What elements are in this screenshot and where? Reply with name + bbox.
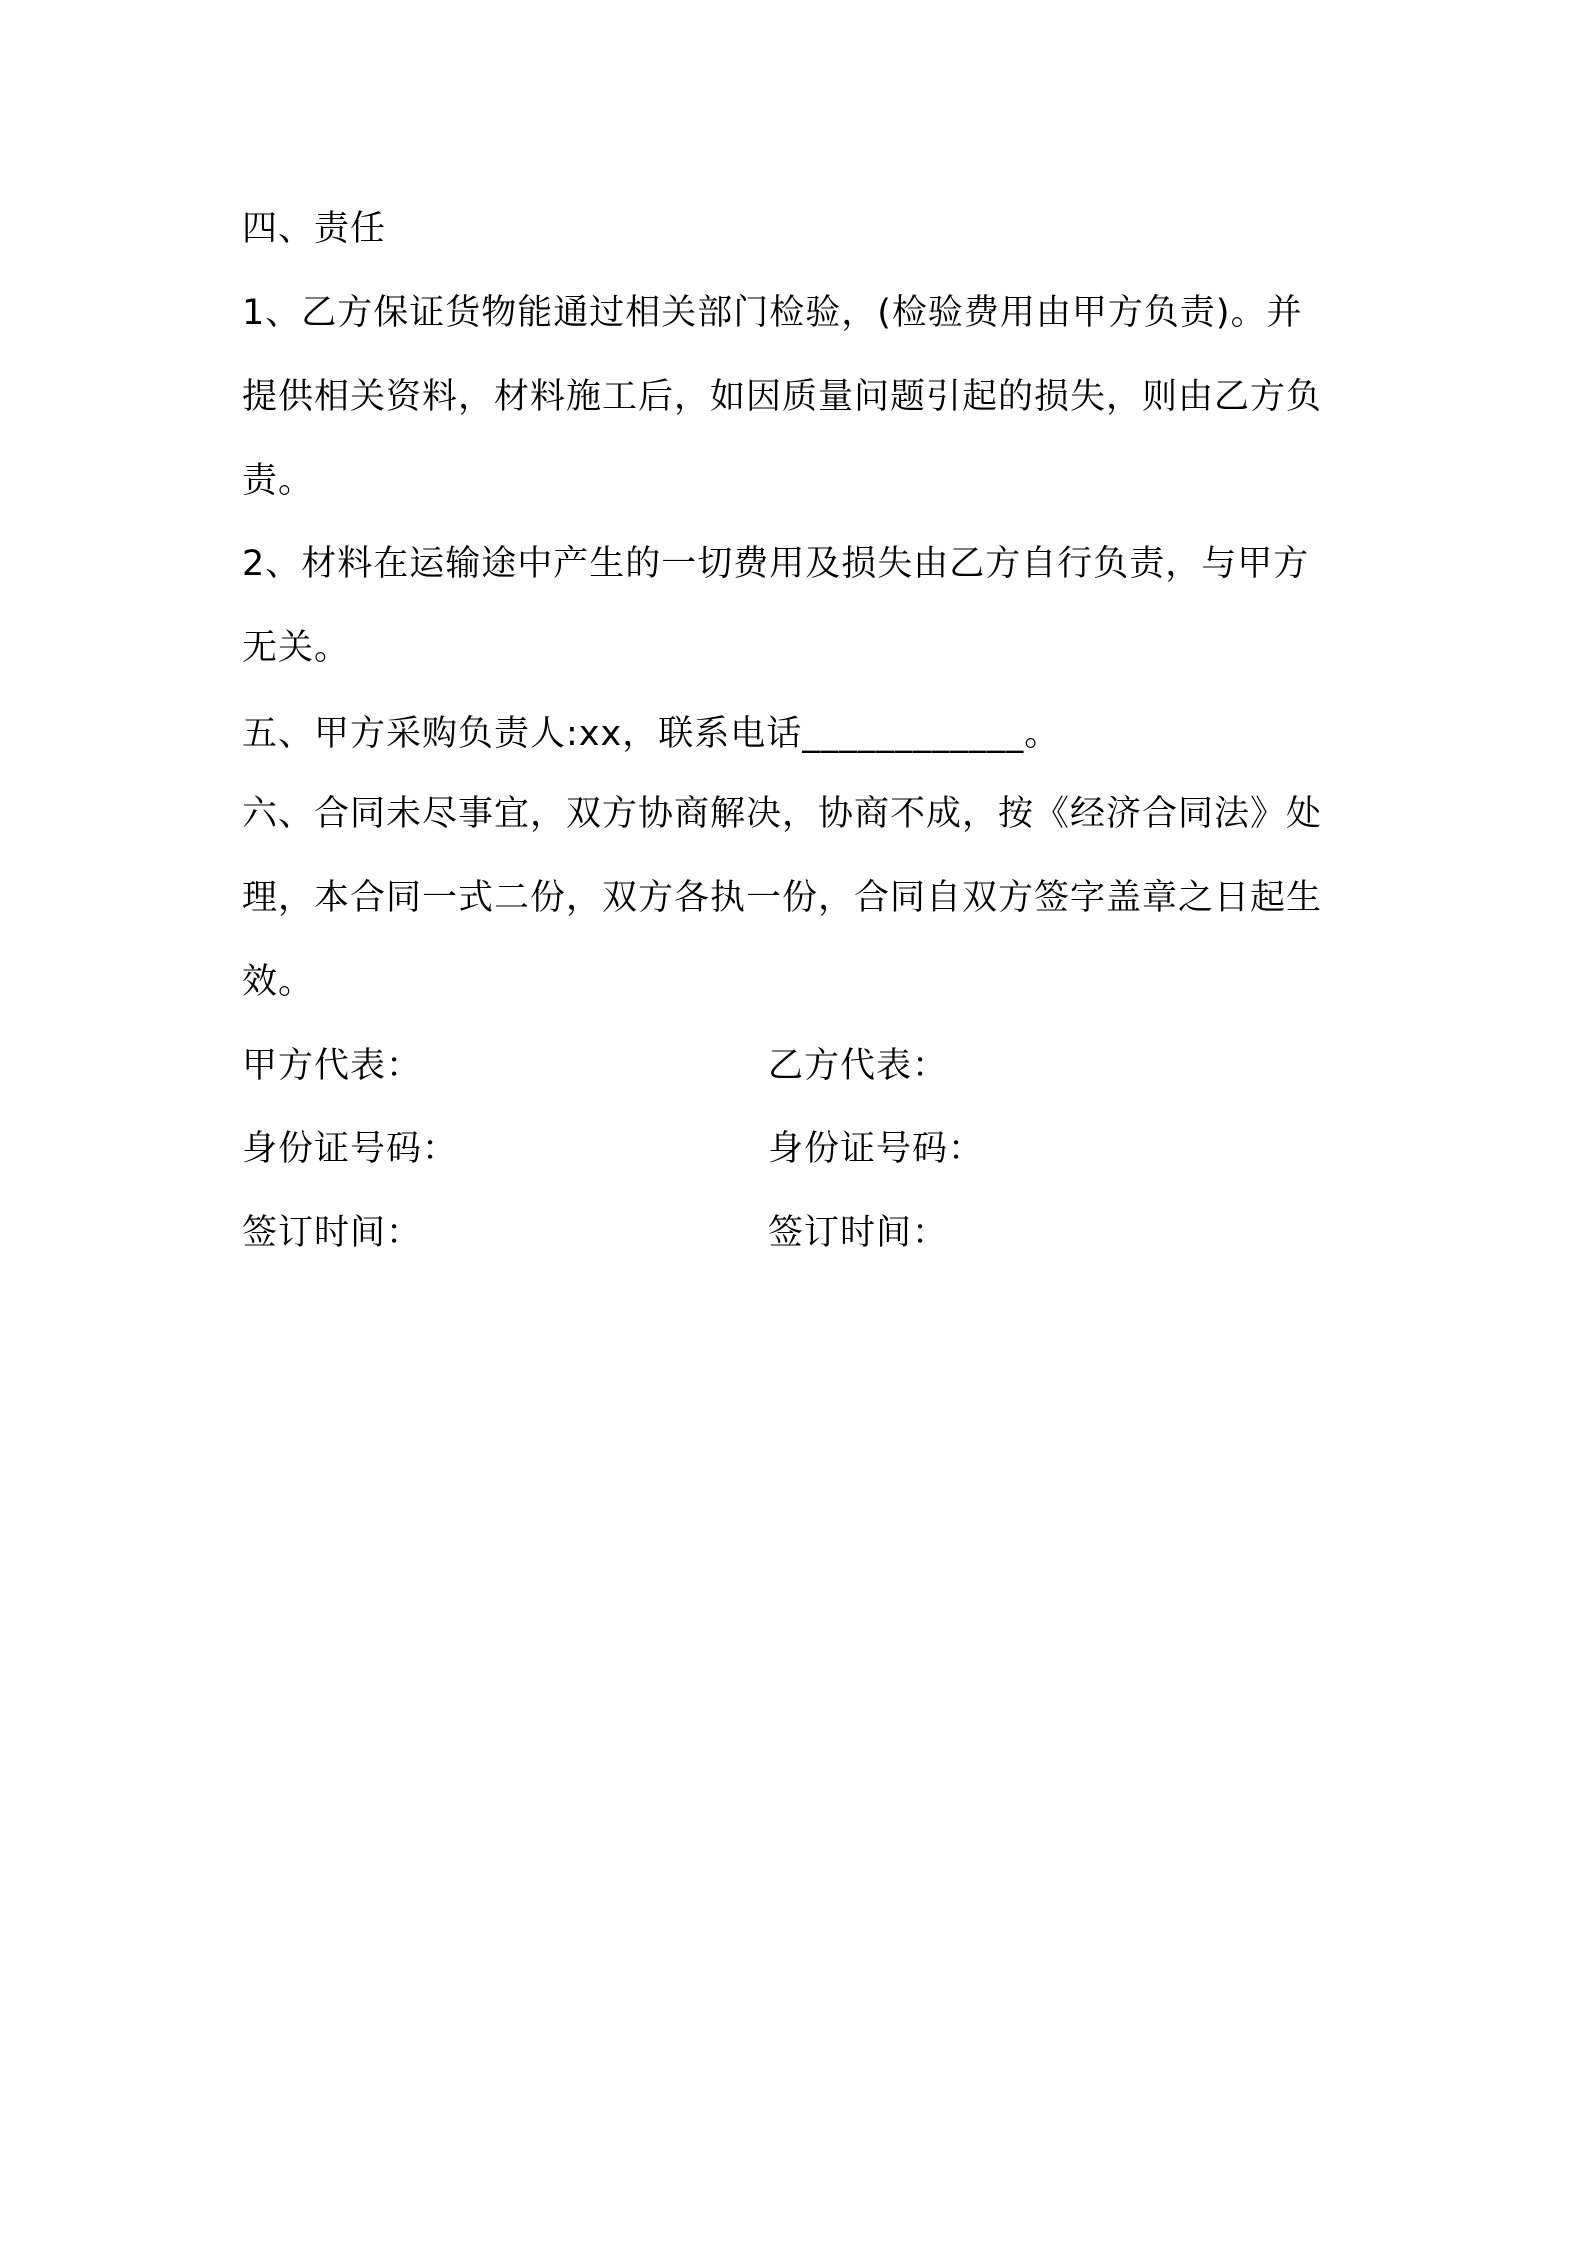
party-b-id-number-label: 身份证号码： [768,1129,985,1169]
signature-row-representative [242,1044,1352,1088]
section-6-line-2: 理，本合同一式二份，双方各执一份，合同自双方签字盖章之日起生 [242,878,1323,918]
party-b-signing-date-label: 签订时间： [768,1213,949,1253]
party-a-signing-date-label: 签订时间： [242,1213,423,1253]
section-4-item-1-line-2: 提供相关资料，材料施工后，如因质量问题引起的损失，则由乙方负 [242,377,1323,417]
party-b-representative-label: 乙方代表： [768,1046,949,1086]
section-6-line-3: 效。 [242,962,315,1002]
section-4-item-1-line-1: 1、乙方保证货物能通过相关部门检验，(检验费用由甲方负责)。并 [242,293,1303,333]
signature-row-signing-date [242,1211,1352,1255]
signature-row-id-number [242,1127,1352,1171]
party-a-representative-label: 甲方代表： [242,1046,423,1086]
section-4-item-1-line-3: 责。 [242,461,315,501]
party-a-id-number-label: 身份证号码： [242,1129,459,1169]
section-4-item-2-line-2: 无关。 [242,628,351,668]
section-4-item-2-line-1: 2、材料在运输途中产生的一切费用及损失由乙方自行负责，与甲方 [242,544,1310,584]
section-5-text: 五、甲方采购负责人:xx，联系电话____________。 [242,714,1061,754]
section-6-line-1: 六、合同未尽事宜，双方协商解决，协商不成，按《经济合同法》处 [242,794,1323,834]
section-4-heading: 四、责任 [242,209,387,249]
